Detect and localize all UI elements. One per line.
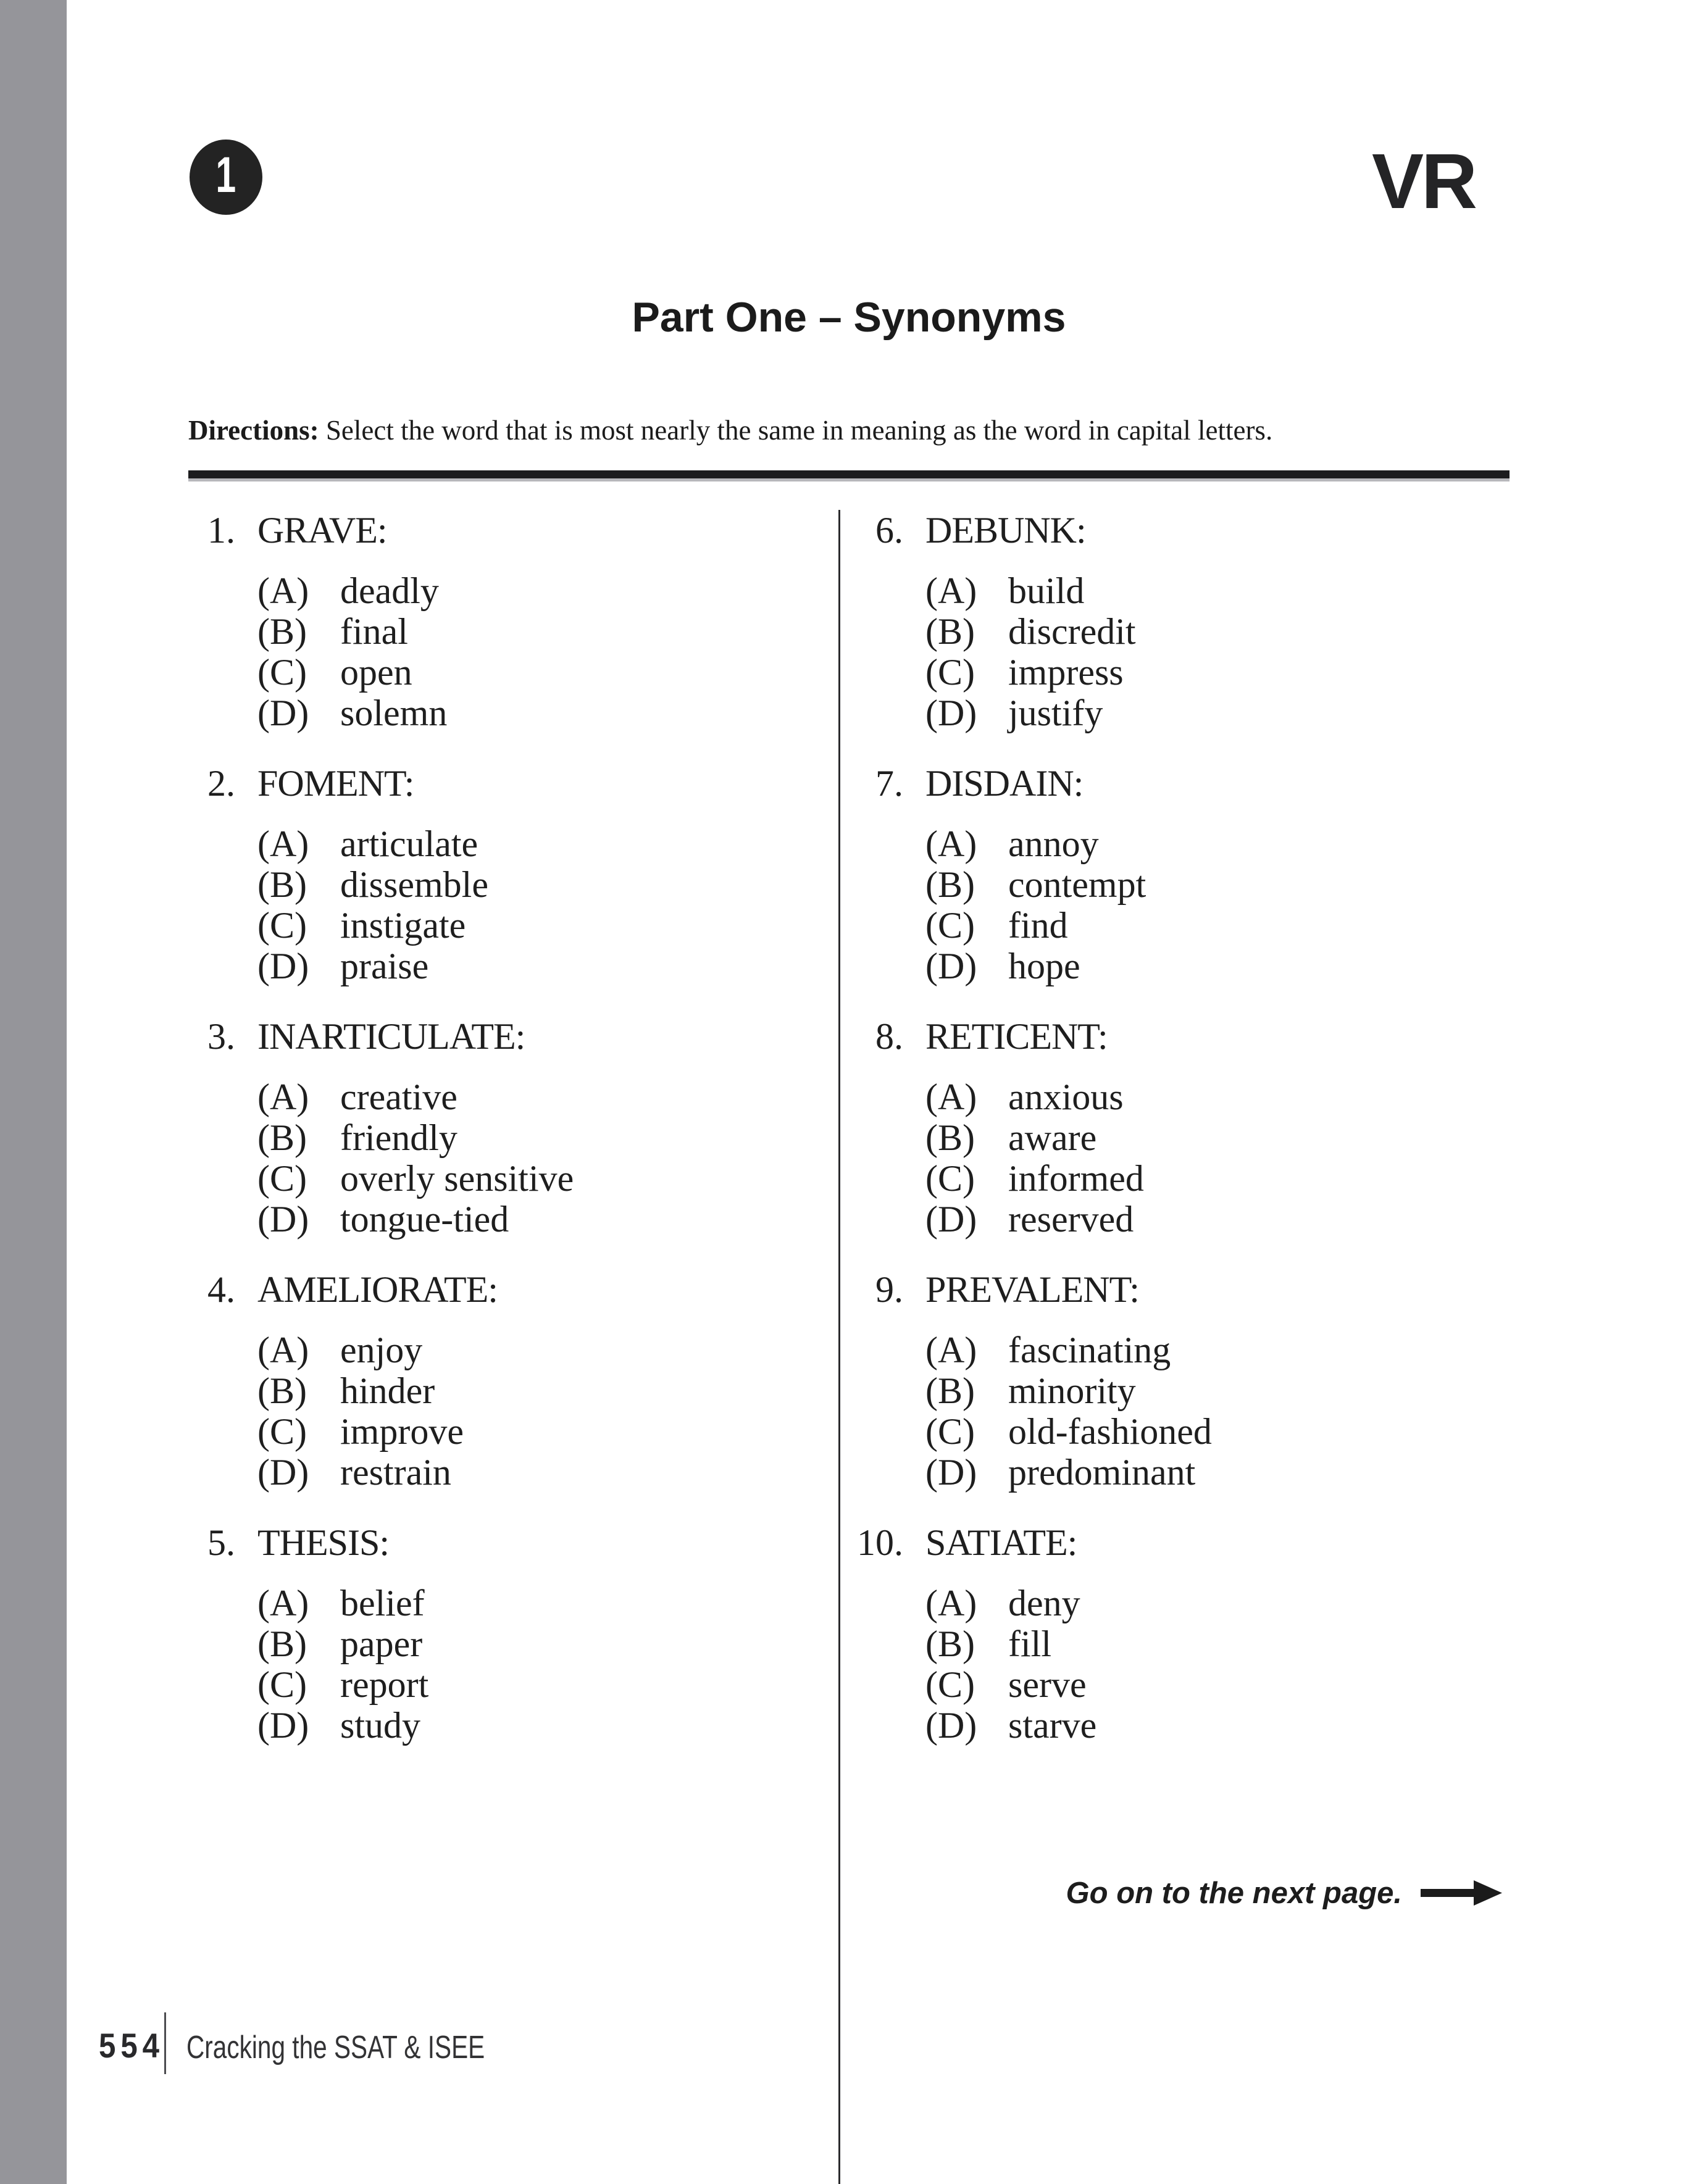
option-letter: (C)	[925, 1664, 975, 1705]
question-number: 3.	[207, 1016, 235, 1057]
option-text: starve	[1008, 1705, 1097, 1746]
option-row	[856, 1583, 1486, 1623]
footer-divider	[164, 2012, 166, 2074]
question-9	[856, 1269, 1486, 1493]
continue-text: Go on to the next page.	[1066, 1877, 1402, 1910]
option-letter: (A)	[257, 823, 309, 864]
option-row	[856, 693, 1486, 733]
question-8	[856, 1016, 1486, 1240]
option-row	[188, 1370, 818, 1411]
question-number: 7.	[875, 763, 903, 804]
option-text: reserved	[1008, 1199, 1134, 1240]
option-text: informed	[1008, 1158, 1144, 1199]
option-row	[188, 1330, 818, 1370]
question-2	[188, 763, 818, 986]
question-column-left	[188, 510, 818, 1775]
directions-label: Directions:	[188, 415, 319, 446]
option-row	[856, 1077, 1486, 1117]
question-6	[856, 510, 1486, 733]
option-row	[856, 1452, 1486, 1493]
question-stem: THESIS:	[257, 1522, 390, 1563]
option-letter: (D)	[257, 1705, 309, 1746]
option-letter: (A)	[925, 1330, 977, 1370]
option-list	[856, 570, 1486, 733]
question-7	[856, 763, 1486, 986]
option-row	[856, 1199, 1486, 1240]
option-text: instigate	[340, 905, 466, 946]
question-stem: PREVALENT:	[925, 1269, 1139, 1310]
option-text: deny	[1008, 1583, 1080, 1623]
option-row	[188, 1411, 818, 1452]
option-letter: (D)	[925, 946, 977, 986]
option-list	[856, 1330, 1486, 1493]
option-row	[188, 864, 818, 905]
question-number: 5.	[207, 1522, 235, 1563]
option-letter: (C)	[925, 1411, 975, 1452]
option-letter: (B)	[257, 1117, 307, 1158]
question-number: 10.	[857, 1522, 903, 1563]
option-row	[188, 570, 818, 611]
option-row	[856, 1117, 1486, 1158]
question-number: 6.	[875, 510, 903, 551]
option-text: aware	[1008, 1117, 1097, 1158]
question-number: 4.	[207, 1269, 235, 1310]
option-letter: (B)	[925, 1623, 975, 1664]
section-code: VR	[1372, 138, 1476, 225]
option-letter: (D)	[925, 1705, 977, 1746]
option-row	[856, 570, 1486, 611]
option-row	[188, 823, 818, 864]
option-text: belief	[340, 1583, 425, 1623]
option-row	[188, 1664, 818, 1705]
option-text: anxious	[1008, 1077, 1124, 1117]
option-letter: (C)	[925, 652, 975, 693]
question-head	[188, 1016, 818, 1057]
option-text: dissemble	[340, 864, 488, 905]
option-row	[856, 1705, 1486, 1746]
option-letter: (B)	[257, 1623, 307, 1664]
option-text: fill	[1008, 1623, 1051, 1664]
option-row	[188, 652, 818, 693]
question-4	[188, 1269, 818, 1493]
option-list	[188, 1330, 818, 1493]
question-column-right	[856, 510, 1486, 1775]
option-letter: (B)	[257, 864, 307, 905]
option-text: articulate	[340, 823, 478, 864]
question-stem: FOMENT:	[257, 763, 414, 804]
question-head	[856, 510, 1486, 551]
option-text: tongue-tied	[340, 1199, 509, 1240]
option-row	[856, 1664, 1486, 1705]
column-divider	[838, 510, 840, 2184]
option-text: paper	[340, 1623, 423, 1664]
page-binding-strip	[0, 0, 67, 2184]
option-row	[856, 1158, 1486, 1199]
option-letter: (C)	[257, 905, 307, 946]
option-text: find	[1008, 905, 1068, 946]
page-title: Part One – Synonyms	[632, 294, 1066, 341]
question-stem: SATIATE:	[925, 1522, 1077, 1563]
option-text: enjoy	[340, 1330, 423, 1370]
option-text: open	[340, 652, 412, 693]
question-head	[188, 1522, 818, 1563]
option-list	[856, 823, 1486, 986]
question-3	[188, 1016, 818, 1240]
option-text: serve	[1008, 1664, 1087, 1705]
option-list	[188, 823, 818, 986]
option-list	[856, 1077, 1486, 1240]
option-letter: (D)	[257, 693, 309, 733]
option-letter: (C)	[925, 1158, 975, 1199]
option-text: overly sensitive	[340, 1158, 574, 1199]
option-text: old-fashioned	[1008, 1411, 1212, 1452]
option-letter: (C)	[925, 905, 975, 946]
option-text: praise	[340, 946, 429, 986]
option-letter: (B)	[257, 611, 307, 652]
option-list	[856, 1583, 1486, 1746]
question-head	[856, 1269, 1486, 1310]
option-row	[188, 946, 818, 986]
option-row	[188, 1452, 818, 1493]
option-text: justify	[1008, 693, 1103, 733]
option-letter: (A)	[257, 1077, 309, 1117]
option-letter: (A)	[257, 1583, 309, 1623]
question-head	[856, 763, 1486, 804]
option-text: friendly	[340, 1117, 457, 1158]
option-text: hinder	[340, 1370, 435, 1411]
option-letter: (A)	[257, 570, 309, 611]
option-row	[188, 1583, 818, 1623]
option-text: discredit	[1008, 611, 1136, 652]
option-row	[856, 1623, 1486, 1664]
option-letter: (D)	[257, 946, 309, 986]
option-letter: (B)	[925, 1117, 975, 1158]
directions-text: Select the word that is most nearly the same in meaning as the word in capital letters.	[319, 415, 1273, 446]
question-stem: RETICENT:	[925, 1016, 1108, 1057]
option-row	[856, 1411, 1486, 1452]
option-row	[188, 1623, 818, 1664]
option-list	[188, 1583, 818, 1746]
option-text: report	[340, 1664, 429, 1705]
option-letter: (C)	[257, 1411, 307, 1452]
option-letter: (C)	[257, 1664, 307, 1705]
option-row	[856, 1330, 1486, 1370]
question-5	[188, 1522, 818, 1746]
option-text: minority	[1008, 1370, 1136, 1411]
option-list	[188, 570, 818, 733]
option-letter: (B)	[257, 1370, 307, 1411]
option-row	[188, 1705, 818, 1746]
option-letter: (A)	[925, 823, 977, 864]
option-row	[856, 905, 1486, 946]
question-head	[188, 763, 818, 804]
option-row	[856, 1370, 1486, 1411]
question-1	[188, 510, 818, 733]
option-row	[188, 1158, 818, 1199]
footer-book-title: Cracking the SSAT & ISEE	[186, 2030, 485, 2065]
question-number: 2.	[207, 763, 235, 804]
option-text: solemn	[340, 693, 448, 733]
option-row	[188, 905, 818, 946]
option-row	[188, 1077, 818, 1117]
question-number: 9.	[875, 1269, 903, 1310]
directions	[188, 412, 1510, 448]
option-text: improve	[340, 1411, 464, 1452]
question-stem: DEBUNK:	[925, 510, 1086, 551]
option-text: deadly	[340, 570, 439, 611]
question-stem: AMELIORATE:	[257, 1269, 498, 1310]
footer-page-number: 554	[99, 2026, 164, 2065]
option-row	[856, 864, 1486, 905]
option-letter: (D)	[925, 1199, 977, 1240]
option-letter: (D)	[257, 1452, 309, 1493]
question-10	[856, 1522, 1486, 1746]
option-text: fascinating	[1008, 1330, 1171, 1370]
option-letter: (B)	[925, 611, 975, 652]
question-number: 1.	[207, 510, 235, 551]
option-letter: (C)	[257, 652, 307, 693]
option-text: study	[340, 1705, 421, 1746]
option-text: impress	[1008, 652, 1124, 693]
option-text: contempt	[1008, 864, 1146, 905]
option-text: restrain	[340, 1452, 451, 1493]
option-row	[188, 1117, 818, 1158]
option-row	[188, 611, 818, 652]
option-letter: (A)	[925, 1077, 977, 1117]
option-letter: (B)	[925, 864, 975, 905]
option-row	[856, 823, 1486, 864]
option-row	[856, 611, 1486, 652]
option-list	[188, 1077, 818, 1240]
question-number: 8.	[875, 1016, 903, 1057]
option-letter: (B)	[925, 1370, 975, 1411]
option-text: build	[1008, 570, 1085, 611]
chapter-badge	[190, 140, 262, 215]
question-stem: INARTICULATE:	[257, 1016, 525, 1057]
question-stem: DISDAIN:	[925, 763, 1084, 804]
question-head	[856, 1522, 1486, 1563]
option-row	[188, 1199, 818, 1240]
option-text: predominant	[1008, 1452, 1196, 1493]
section-rule	[188, 470, 1510, 481]
option-text: annoy	[1008, 823, 1099, 864]
continue-strip	[856, 1874, 1502, 1912]
option-letter: (A)	[257, 1330, 309, 1370]
option-row	[856, 652, 1486, 693]
option-text: creative	[340, 1077, 457, 1117]
question-head	[188, 1269, 818, 1310]
option-row	[856, 946, 1486, 986]
option-letter: (A)	[925, 1583, 977, 1623]
option-letter: (A)	[925, 570, 977, 611]
option-letter: (D)	[925, 693, 977, 733]
arrow-right-icon	[1421, 1879, 1502, 1907]
option-row	[188, 693, 818, 733]
option-text: final	[340, 611, 408, 652]
option-letter: (D)	[925, 1452, 977, 1493]
option-text: hope	[1008, 946, 1080, 986]
question-head	[856, 1016, 1486, 1057]
question-stem: GRAVE:	[257, 510, 387, 551]
question-head	[188, 510, 818, 551]
option-letter: (D)	[257, 1199, 309, 1240]
chapter-badge-number: 1	[215, 147, 236, 203]
option-letter: (C)	[257, 1158, 307, 1199]
